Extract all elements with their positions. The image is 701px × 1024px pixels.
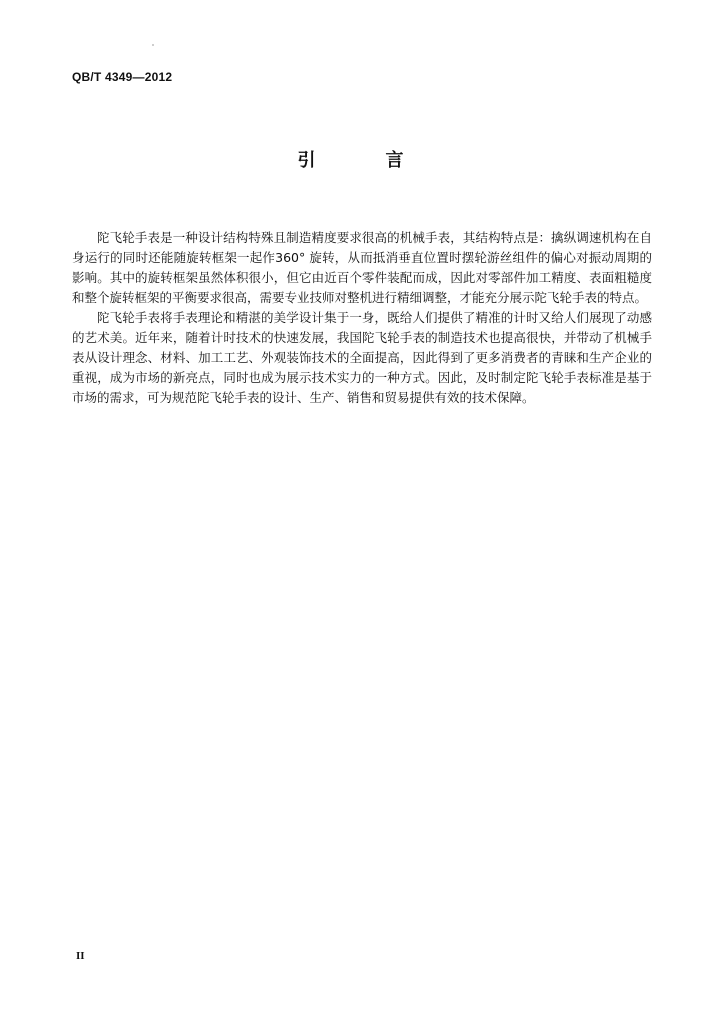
section-title: 引 言 <box>297 150 430 171</box>
standard-code: QB/T 4349—2012 <box>72 70 173 84</box>
page-number: II <box>76 950 85 962</box>
introduction-body <box>72 228 652 408</box>
paragraph-2: 陀飞轮手表将手表理论和精湛的美学设计集于一身，既给人们提供了精准的计时又给人们展现了动感的艺术美。近年来，随着计时技术的快速发展，我国陀飞轮手表的制造技术也提高很快，并带动了机械手表从设计理念、材料、加工工艺、外观装饰技术的全面提高，因此得到了更多消费者的青睐和生产企业的重视，成为市场的新亮点，同时也成为展示技术实力的一种方式。因此，及时制定陀飞轮手表标准是基于市场的需求，可为规范陀飞轮手表的设计、生产、销售和贸易提供有效的技术保障。 <box>72 310 652 405</box>
paragraph-1: 陀飞轮手表是一种设计结构特殊且制造精度要求很高的机械手表，其结构特点是：擒纵调速机构在自身运行的同时还能随旋转框架一起作360° 旋转，从而抵消垂直位置时摆轮游丝组件的偏心对振动周期的影响。其中的旋转框架虽然体积很小，但它由近百个零件装配而成，因此对零部件加工精度、表面粗糙度和整个旋转框架的平衡要求很高，需要专业技师对整机进行精细调整，才能充分展示陀飞轮手表的特点。 <box>72 230 652 305</box>
scan-speck <box>152 44 154 46</box>
